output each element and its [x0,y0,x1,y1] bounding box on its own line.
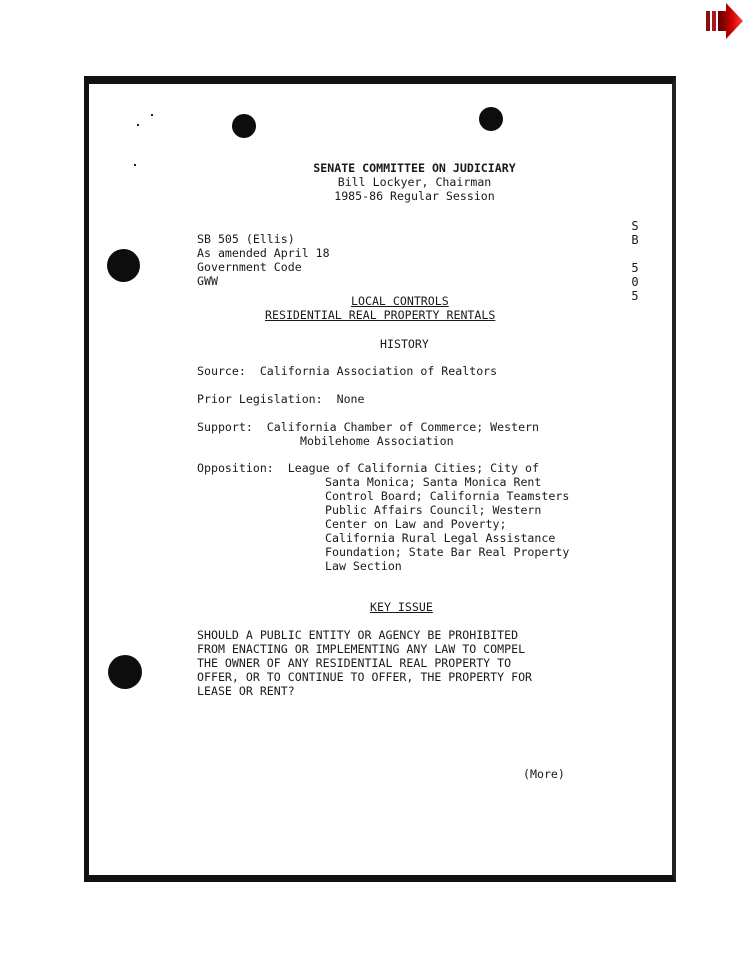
chairman-name: Bill Lockyer, Chairman [337,175,492,189]
history-heading: HISTORY [380,337,429,351]
opposition-line: Opposition: League of California Cities; City of [197,461,540,475]
margin-tag-char: 5 [631,289,639,303]
opposition-line: Public Affairs Council; Western [325,503,542,517]
key-issue-line: THE OWNER OF ANY RESIDENTIAL REAL PROPERTY TO [197,656,512,670]
punch-hole [479,107,503,131]
source-line: Source: California Association of Realtors [197,364,498,378]
bill-number: SB 505 (Ellis) [197,232,295,246]
support-line: Mobilehome Association [300,434,454,448]
support-line: Support: California Chamber of Commerce; Western [197,420,540,434]
opposition-line: Control Board; California Teamsters [325,489,570,503]
punch-hole [232,114,256,138]
opposition-line: Law Section [325,559,402,573]
scan-speck [137,124,139,126]
session-label: 1985-86 Regular Session [334,189,495,203]
more-indicator: (More) [523,767,565,781]
amended-date: As amended April 18 [197,246,330,260]
scan-speck [151,114,153,116]
next-page-button[interactable] [704,2,744,40]
opposition-line: Santa Monica; Santa Monica Rent [325,475,542,489]
margin-tag-char: 5 [631,261,639,275]
opposition-line: Foundation; State Bar Real Property [325,545,570,559]
red-right-arrow-icon [704,2,744,40]
key-issue-line: SHOULD A PUBLIC ENTITY OR AGENCY BE PROHIBITED [197,628,519,642]
title-line-2: RESIDENTIAL REAL PROPERTY RENTALS [265,308,496,322]
margin-tag-char: B [631,233,639,247]
margin-tag-char: 0 [631,275,639,289]
title-line-1: LOCAL CONTROLS [351,294,449,308]
document-page [84,76,676,882]
opposition-line: Center on Law and Poverty; [325,517,507,531]
key-issue-heading: KEY ISSUE [370,600,433,614]
punch-hole [108,655,142,689]
opposition-line: California Rural Legal Assistance [325,531,556,545]
key-issue-line: OFFER, OR TO CONTINUE TO OFFER, THE PROPERTY FOR [197,670,533,684]
margin-tag-char: S [631,219,639,233]
prior-legislation-line: Prior Legislation: None [197,392,365,406]
key-issue-line: LEASE OR RENT? [197,684,295,698]
key-issue-line: FROM ENACTING OR IMPLEMENTING ANY LAW TO COMPEL [197,642,526,656]
code-section: Government Code [197,260,302,274]
staff-initials: GWW [197,274,218,288]
committee-name: SENATE COMMITTEE ON JUDICIARY [313,161,516,175]
punch-hole [107,249,140,282]
